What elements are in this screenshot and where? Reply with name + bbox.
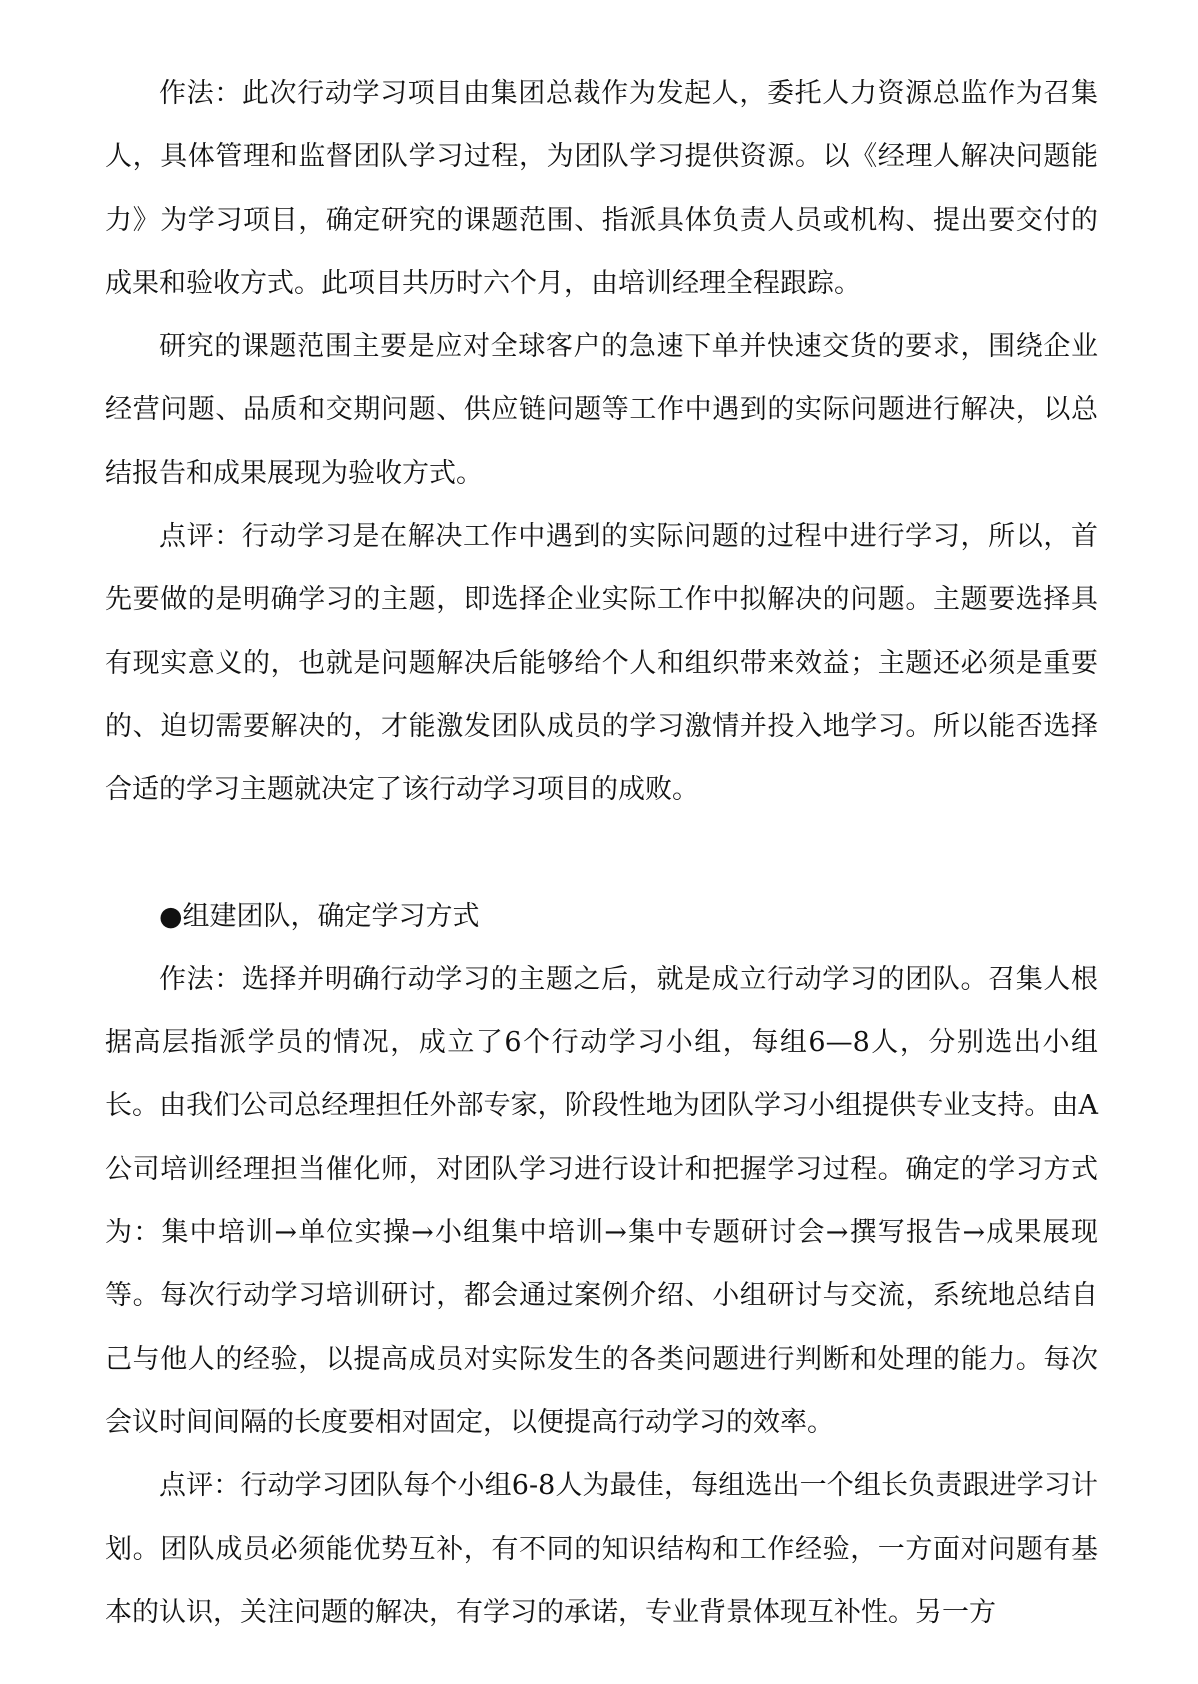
paragraph-method-2: 作法：选择并明确行动学习的主题之后，就是成立行动学习的团队。召集人根据高层指派学员的情况，成立了6个行动学习小组，每组6—8人，分别选出小组长。由我们公司总经理担任外部专家，阶段性地为团队学习小组提供专业支持。由A公司培训经理担当催化师，对团队学习进行设计和把握学习过程。确定的学习方式为：集中培训→单位实操→小组集中培训→集中专题研讨会→撰写报告→成果展现等。每次行动学习培训研讨，都会通过案例介绍、小组研讨与交流，系统地总结自己与他人的经验，以提高成员对实际发生的各类问题进行判断和处理的能力。每次会议时间间隔的长度要相对固定，以便提高行动学习的效率。	[105, 963, 1098, 1438]
document-body	[105, 62, 1098, 1644]
section-heading: ●组建团队，确定学习方式	[159, 900, 480, 932]
paragraph-comment-1: 点评：行动学习是在解决工作中遇到的实际问题的过程中进行学习，所以，首先要做的是明确学习的主题，即选择企业实际工作中拟解决的问题。主题要选择具有现实意义的，也就是问题解决后能够给个人和组织带来效益；主题还必须是重要的、迫切需要解决的，才能激发团队成员的学习激情并投入地学习。所以能否选择合适的学习主题就决定了该行动学习项目的成败。	[105, 521, 1098, 806]
paragraph-method-1: 作法：此次行动学习项目由集团总裁作为发起人，委托人力资源总监作为召集人，具体管理和监督团队学习过程，为团队学习提供资源。以《经理人解决问题能力》为学习项目，确定研究的课题范围、指派具体负责人员或机构、提出要交付的成果和验收方式。此项目共历时六个月，由培训经理全程跟踪。	[105, 78, 1098, 299]
paragraph-scope: 研究的课题范围主要是应对全球客户的急速下单并快速交货的要求，围绕企业经营问题、品质和交期问题、供应链问题等工作中遇到的实际问题进行解决，以总结报告和成果展现为验收方式。	[105, 331, 1098, 489]
paragraph-comment-2: 点评：行动学习团队每个小组6-8人为最佳，每组选出一个组长负责跟进学习计划。团队成员必须能优势互补，有不同的知识结构和工作经验，一方面对问题有基本的认识，关注问题的解决，有学习的承诺，专业背景体现互补性。另一方	[105, 1470, 1098, 1628]
